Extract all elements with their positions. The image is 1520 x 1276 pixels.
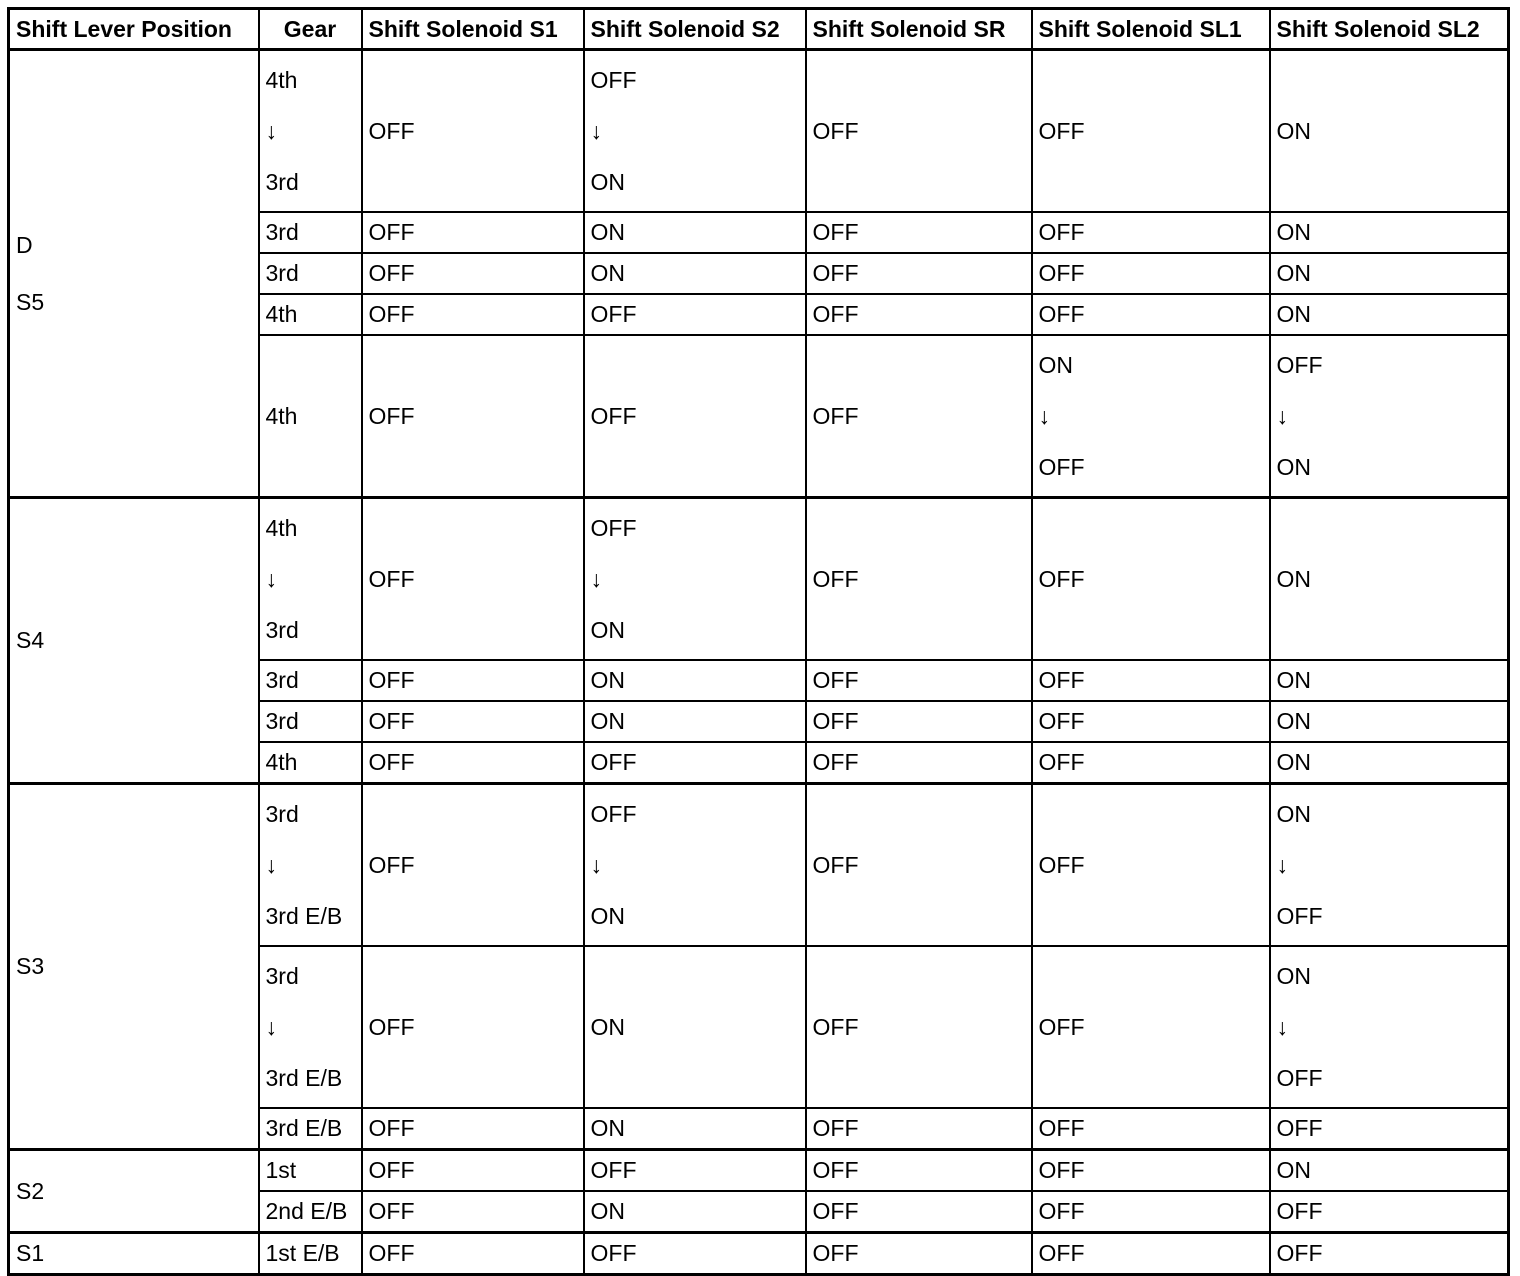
state-value: ON [1038,352,1073,378]
state-value: OFF [1276,1064,1323,1091]
header-position: Shift Lever Position [9,9,259,50]
position-cell [9,50,259,498]
sl1-cell: OFF [1032,701,1270,742]
sl2-cell: ON [1270,253,1509,294]
arrow-down-icon: ↓ [1038,402,1050,429]
arrow-down-icon: ↓ [1276,1013,1288,1040]
position-label: S5 [16,288,45,315]
gear-cell: 3rd [259,701,362,742]
sl2-cell: ON [1270,498,1509,661]
gear-value: 4th [265,67,298,93]
s2-cell: ON [584,1191,806,1233]
sr-cell: OFF [806,701,1032,742]
position-cell: S1 [9,1233,259,1275]
arrow-down-icon: ↓ [590,851,602,878]
gear-cell [259,498,362,661]
arrow-down-icon: ↓ [590,565,602,592]
s2-cell: OFF [584,335,806,498]
sl2-cell: ON [1270,212,1509,253]
s1-cell: OFF [362,1233,584,1275]
position-cell: S3 [9,784,259,1150]
table-row [9,784,1509,947]
sr-cell: OFF [806,1108,1032,1150]
gear-cell: 4th [259,294,362,335]
table-row [9,50,1509,213]
s1-cell: OFF [362,1191,584,1233]
sl2-cell: ON [1270,742,1509,784]
sl1-cell: OFF [1032,784,1270,947]
s2-cell: ON [584,660,806,701]
header-s1: Shift Solenoid S1 [362,9,584,50]
sl1-cell: OFF [1032,742,1270,784]
s2-cell [584,50,806,213]
sl1-cell: OFF [1032,1233,1270,1275]
sr-cell: OFF [806,212,1032,253]
s2-cell: OFF [584,742,806,784]
gear-cell [259,50,362,213]
sr-cell: OFF [806,1191,1032,1233]
sr-cell: OFF [806,253,1032,294]
sl1-cell: OFF [1032,660,1270,701]
sl1-cell: OFF [1032,253,1270,294]
header-sl2: Shift Solenoid SL2 [1270,9,1509,50]
arrow-down-icon: ↓ [1276,851,1288,878]
table-row [9,498,1509,661]
header-sr: Shift Solenoid SR [806,9,1032,50]
sr-cell: OFF [806,742,1032,784]
sl2-cell: ON [1270,294,1509,335]
s1-cell: OFF [362,50,584,213]
gear-cell: 3rd [259,212,362,253]
arrow-down-icon: ↓ [265,851,277,878]
state-value: ON [1276,963,1311,989]
sr-cell: OFF [806,50,1032,213]
sl2-cell: OFF [1270,1108,1509,1150]
gear-cell: 3rd E/B [259,1108,362,1150]
s2-cell [584,784,806,947]
gear-cell [259,946,362,1108]
gear-cell: 4th [259,335,362,498]
gear-cell: 3rd [259,660,362,701]
s1-cell: OFF [362,701,584,742]
s2-cell: OFF [584,1150,806,1192]
table-row [9,1150,1509,1192]
sl2-cell [1270,784,1509,947]
sr-cell: OFF [806,784,1032,947]
header-s2: Shift Solenoid S2 [584,9,806,50]
gear-value: 3rd [265,963,299,989]
sr-cell: OFF [806,498,1032,661]
sl1-cell: OFF [1032,498,1270,661]
state-value: ON [590,902,625,929]
gear-cell: 2nd E/B [259,1191,362,1233]
state-value: ON [590,168,625,195]
header-sl1: Shift Solenoid SL1 [1032,9,1270,50]
sl2-cell [1270,335,1509,498]
sl2-cell [1270,946,1509,1108]
sr-cell: OFF [806,1150,1032,1192]
arrow-down-icon: ↓ [265,117,277,144]
arrow-down-icon: ↓ [1276,402,1288,429]
sl1-cell: OFF [1032,1191,1270,1233]
sr-cell: OFF [806,660,1032,701]
s1-cell: OFF [362,946,584,1108]
s2-cell: ON [584,701,806,742]
sl1-cell: OFF [1032,946,1270,1108]
s1-cell: OFF [362,742,584,784]
solenoid-table [7,7,1510,1276]
state-value: ON [590,616,625,643]
table-row [9,1233,1509,1275]
s1-cell: OFF [362,212,584,253]
s1-cell: OFF [362,498,584,661]
state-value: OFF [1276,902,1323,929]
gear-value: 3rd [265,616,299,643]
arrow-down-icon: ↓ [265,1013,277,1040]
sl2-cell: ON [1270,50,1509,213]
s1-cell: OFF [362,1150,584,1192]
s2-cell: OFF [584,1233,806,1275]
position-cell: S2 [9,1150,259,1233]
s1-cell: OFF [362,253,584,294]
state-value: ON [1276,453,1311,480]
gear-cell: 4th [259,742,362,784]
sr-cell: OFF [806,294,1032,335]
state-value: OFF [1038,453,1085,480]
arrow-down-icon: ↓ [265,565,277,592]
s2-cell: ON [584,1108,806,1150]
sr-cell: OFF [806,335,1032,498]
sl2-cell: OFF [1270,1233,1509,1275]
gear-cell: 1st E/B [259,1233,362,1275]
gear-value: 3rd E/B [265,1064,343,1091]
header-gear: Gear [259,9,362,50]
gear-cell: 3rd [259,253,362,294]
sr-cell: OFF [806,1233,1032,1275]
state-value: OFF [590,801,637,827]
sl1-cell: OFF [1032,1150,1270,1192]
state-value: ON [1276,801,1311,827]
s1-cell: OFF [362,1108,584,1150]
position-label: D [16,231,33,258]
state-value: OFF [1276,352,1323,378]
gear-value: 3rd [265,801,299,827]
state-value: OFF [590,515,637,541]
sl1-cell: OFF [1032,1108,1270,1150]
s1-cell: OFF [362,660,584,701]
gear-value: 4th [265,515,298,541]
s1-cell: OFF [362,784,584,947]
sl1-cell: OFF [1032,50,1270,213]
sl2-cell: ON [1270,701,1509,742]
sl1-cell: OFF [1032,294,1270,335]
state-value: OFF [590,67,637,93]
s2-cell: OFF [584,294,806,335]
sl2-cell: ON [1270,660,1509,701]
s1-cell: OFF [362,335,584,498]
sr-cell: OFF [806,946,1032,1108]
s2-cell: ON [584,253,806,294]
position-cell: S4 [9,498,259,784]
sl2-cell: ON [1270,1150,1509,1192]
s1-cell: OFF [362,294,584,335]
header-row [9,9,1509,50]
arrow-down-icon: ↓ [590,117,602,144]
gear-value: 3rd [265,168,299,195]
gear-cell: 1st [259,1150,362,1192]
s2-cell: ON [584,946,806,1108]
gear-cell [259,784,362,947]
sl1-cell: OFF [1032,212,1270,253]
s2-cell: ON [584,212,806,253]
gear-value: 3rd E/B [265,902,343,929]
sl1-cell [1032,335,1270,498]
sl2-cell: OFF [1270,1191,1509,1233]
s2-cell [584,498,806,661]
